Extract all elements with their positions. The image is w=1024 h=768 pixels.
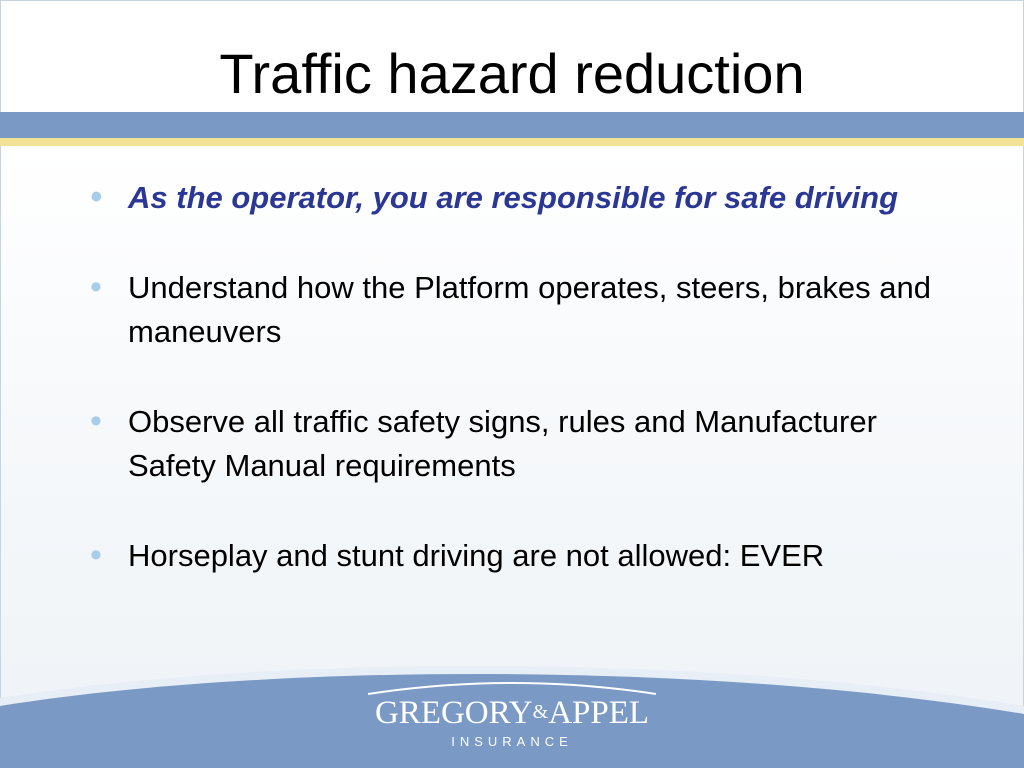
bullet-item-3 (90, 400, 950, 488)
header-yellow-band (0, 138, 1024, 146)
logo-name-gregory: GREGORY (374, 695, 533, 731)
bullet-dot-icon: • (90, 268, 102, 306)
bullet-dot-icon: • (90, 402, 102, 440)
bullet-dot-icon: • (90, 178, 102, 216)
bullet-text-4: Horseplay and stunt driving are not allowed: EVER (128, 538, 825, 573)
bullet-item-2 (90, 266, 950, 354)
bullet-text-3: Observe all traffic safety signs, rules and Manufacturer Safety Manual requirements (128, 404, 877, 483)
bullet-dot-icon: • (90, 536, 102, 574)
bullet-item-4 (90, 534, 950, 578)
header-blue-band (0, 112, 1024, 138)
logo-wordmark (362, 692, 662, 733)
logo-ampersand: & (532, 701, 549, 723)
bullet-item-1 (90, 176, 950, 220)
logo-insurance-text: INSURANCE (451, 734, 573, 749)
slide-title: Traffic hazard reduction (219, 42, 805, 105)
logo-name-appel: APPEL (548, 695, 650, 731)
company-logo (362, 678, 662, 758)
bullet-list (90, 176, 950, 624)
bullet-text-1: As the operator, you are responsible for safe driving (128, 180, 899, 215)
bullet-text-2: Understand how the Platform operates, steers, brakes and maneuvers (128, 270, 931, 349)
